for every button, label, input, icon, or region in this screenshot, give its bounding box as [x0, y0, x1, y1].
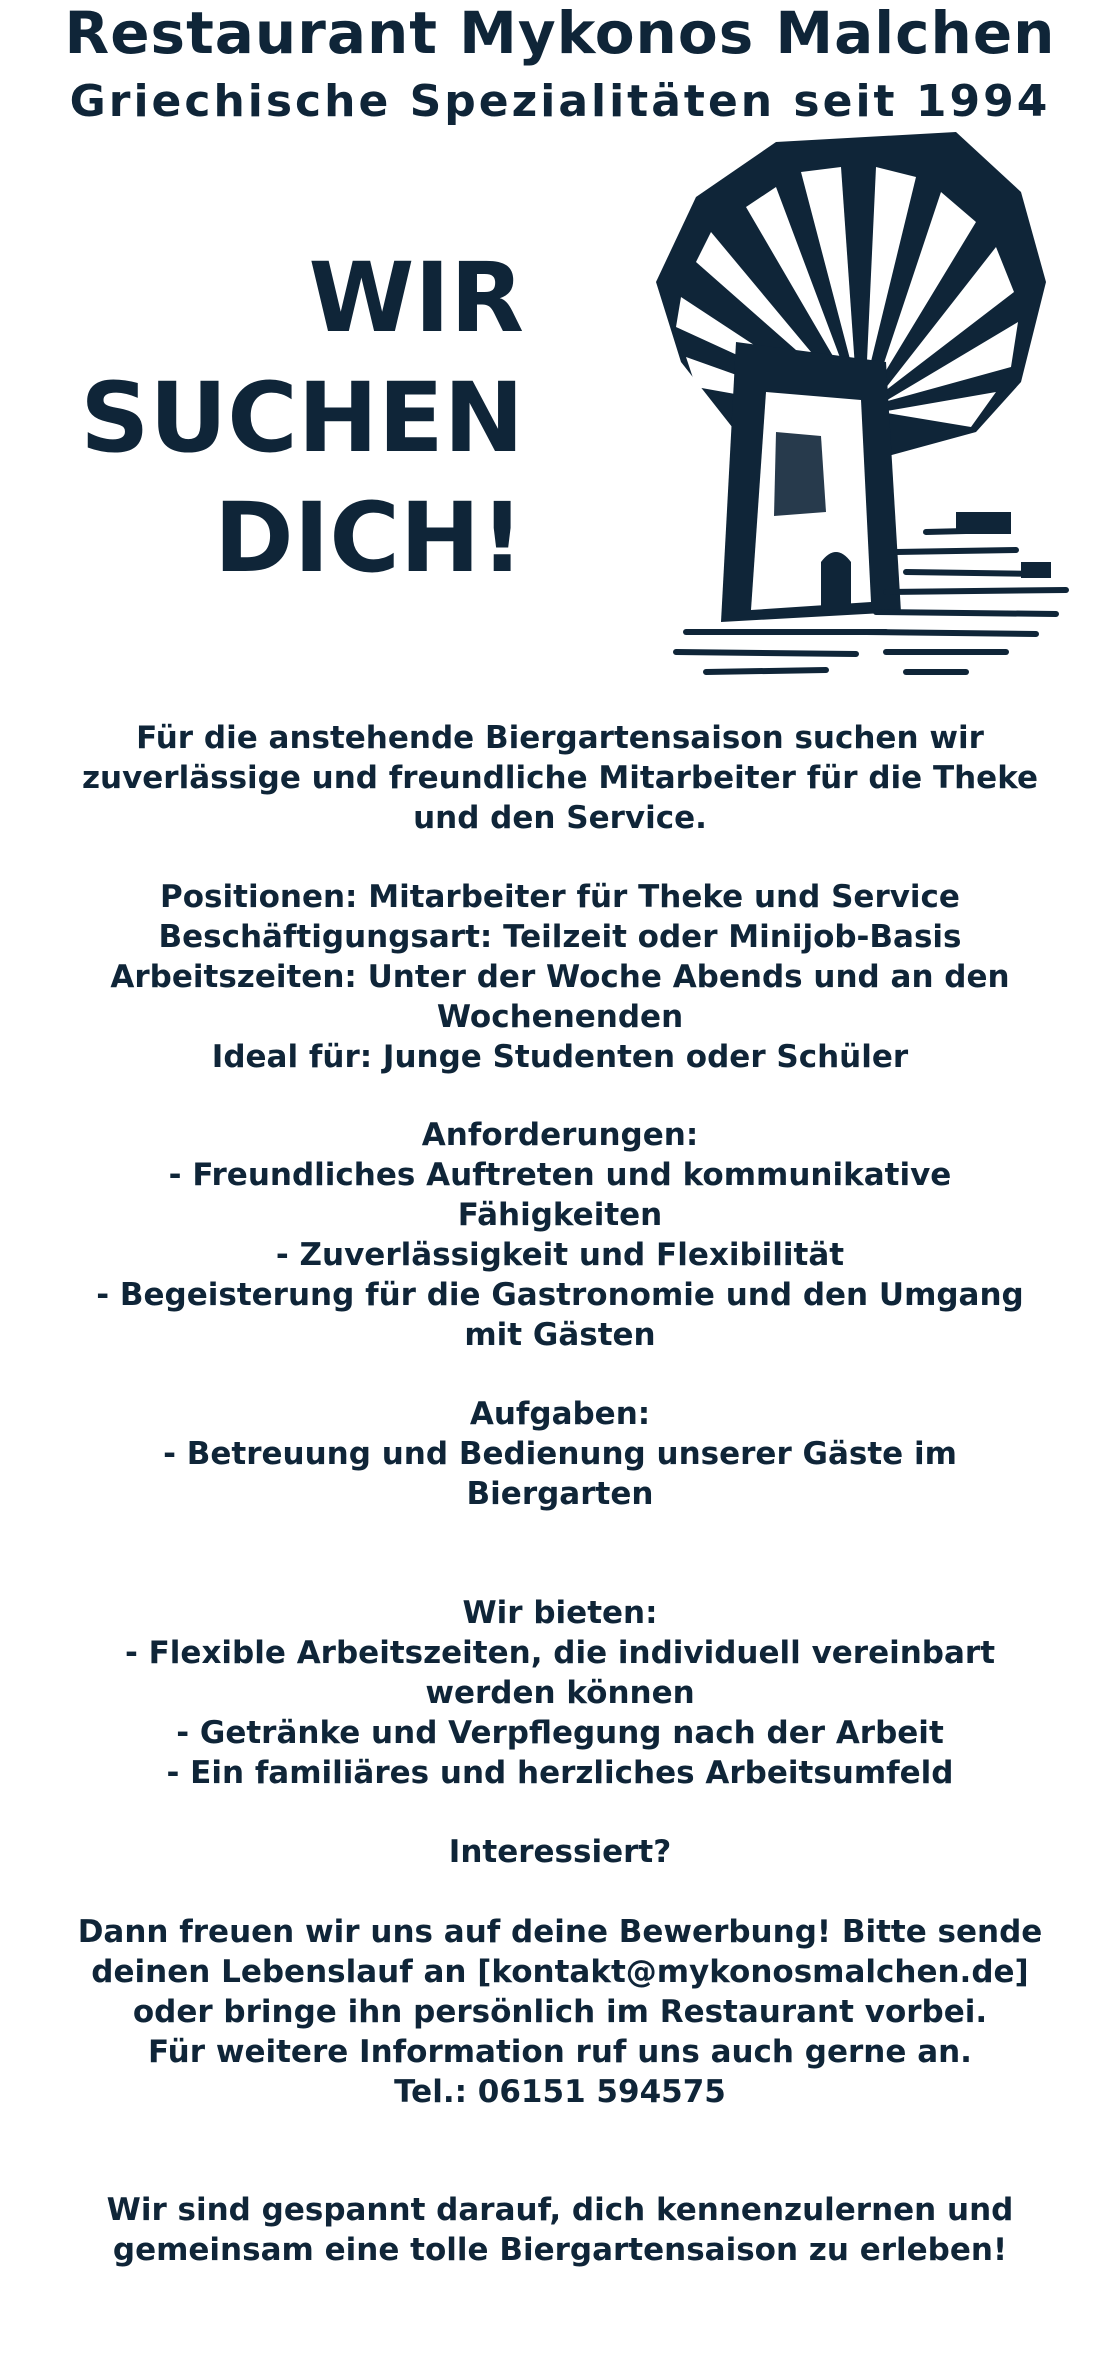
requirement-item: Fähigkeiten — [457, 1197, 663, 1233]
employment-type-line: Beschäftigungsart: Teilzeit oder Minijob-Basis — [158, 919, 962, 955]
offer-item: - Ein familiäres und herzliches Arbeitsumfeld — [166, 1755, 954, 1791]
ideal-for-line: Ideal für: Junge Studenten oder Schüler — [211, 1039, 909, 1075]
apply-line-email: deinen Lebenslauf an [kontakt@mykonosmalchen.de] — [91, 1954, 1029, 1990]
offer-section — [0, 1593, 1120, 1793]
working-hours-line: Arbeitszeiten: Unter der Woche Abends und an den — [110, 959, 1010, 995]
headline — [80, 238, 524, 598]
requirements-section — [0, 1115, 1120, 1355]
requirement-item: - Begeisterung für die Gastronomie und den Umgang — [96, 1277, 1024, 1313]
offer-item: - Flexible Arbeitszeiten, die individuell vereinbart — [124, 1635, 996, 1671]
windmill-icon — [626, 132, 1086, 692]
phone-number: Tel.: 06151 594575 — [394, 2074, 726, 2110]
tasks-section — [0, 1394, 1120, 1514]
tasks-heading: Aufgaben: — [469, 1396, 651, 1432]
requirement-item: - Zuverlässigkeit und Flexibilität — [275, 1237, 845, 1273]
offer-item: - Getränke und Verpflegung nach der Arbeit — [176, 1715, 944, 1751]
offer-item: werden können — [425, 1675, 695, 1711]
apply-line: Für weitere Information ruf uns auch gerne an. — [148, 2034, 972, 2070]
restaurant-tagline: Griechische Spezialitäten seit 1994 — [69, 76, 1051, 127]
apply-line: Dann freuen wir uns auf deine Bewerbung! Bitte sende — [77, 1914, 1043, 1950]
task-item: - Betreuung und Bedienung unserer Gäste im — [163, 1436, 957, 1472]
positions-section — [0, 877, 1120, 1077]
apply-paragraph — [0, 1912, 1120, 2112]
interested-heading: Interessiert? — [448, 1834, 672, 1870]
intro-line: Für die anstehende Biergartensaison suchen wir — [136, 720, 984, 756]
intro-line: zuverlässige und freundliche Mitarbeiter für die Theke — [81, 760, 1039, 796]
offer-heading: Wir bieten: — [462, 1595, 658, 1631]
closing-line: Wir sind gespannt darauf, dich kennenzulernen und — [106, 2192, 1014, 2228]
closing-line: gemeinsam eine tolle Biergartensaison zu erleben! — [112, 2232, 1008, 2268]
restaurant-name: Restaurant Mykonos Malchen — [64, 0, 1056, 67]
apply-line: oder bringe ihn persönlich im Restaurant vorbei. — [132, 1994, 988, 2030]
headline-line-2: SUCHEN — [80, 362, 524, 474]
headline-line-1: WIR — [308, 242, 524, 354]
task-item: Biergarten — [466, 1476, 654, 1512]
requirements-heading: Anforderungen: — [421, 1117, 699, 1153]
intro-paragraph — [0, 718, 1120, 838]
closing-paragraph — [0, 2190, 1120, 2270]
working-hours-line: Wochenenden — [436, 999, 684, 1035]
requirement-item: - Freundliches Auftreten und kommunikative — [168, 1157, 952, 1193]
headline-line-3: DICH! — [214, 482, 524, 594]
intro-line: und den Service. — [413, 800, 707, 836]
positions-line: Positionen: Mitarbeiter für Theke und Service — [160, 879, 960, 915]
requirement-item: mit Gästen — [464, 1317, 656, 1353]
